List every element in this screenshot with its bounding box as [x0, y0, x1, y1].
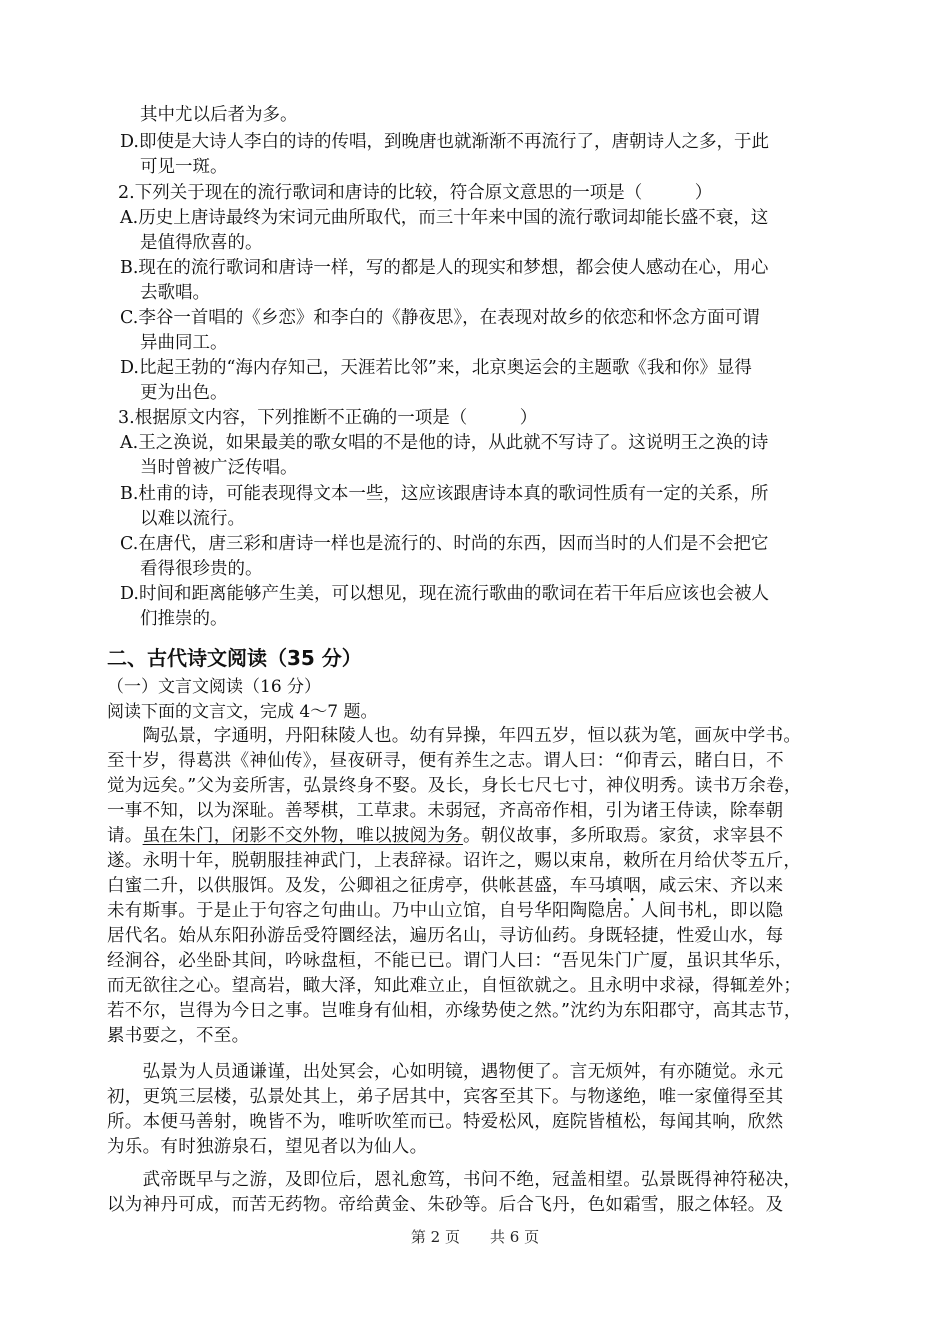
q1-option-d: D.即使是大诗人李白的诗的传唱，到晚唐也就渐渐不再流行了，唐朝诗人之多，于此 [120, 132, 769, 152]
subsection-heading: （一）文言文阅读（16 分） [107, 677, 322, 697]
q1-option-c-continuation: 其中尤以后者为多。 [140, 105, 298, 125]
q2-option-b-continuation: 去歌唱。 [140, 283, 210, 303]
q1-option-d-continuation: 可见一斑。 [140, 157, 228, 177]
passage-line: 所。本便马善射，晚皆不为，唯听吹笙而已。特爱松风，庭院皆植松，每闻其响，欣然 [107, 1112, 784, 1132]
passage-line: 至十岁，得葛洪《神仙传》，昼夜研寻，便有养生之志。谓人曰：“仰青云，睹白日，不 [107, 751, 784, 771]
passage-line: 而无欲往之心。望高岩，瞰大泽，知此难立止，自恒欲就之。且永明中求禄，得辄差外； [107, 976, 802, 996]
q3-option-a: A.王之涣说，如果最美的歌女唱的不是他的诗，从此就不写诗了。这说明王之涣的诗 [120, 433, 769, 453]
q2-option-a: A.历史上唐诗最终为宋词元曲所取代，而三十年来中国的流行歌词却能长盛不衰，这 [120, 208, 769, 228]
passage-line: 居代名。始从东阳孙游岳受符圜经法，遍历名山，寻访仙药。身既轻捷，性爱山水，每 [107, 926, 784, 946]
q2-stem: 2.下列关于现在的流行歌词和唐诗的比较，符合原文意思的一项是（ ） [118, 183, 713, 203]
emphasized-word: 填咽 [605, 876, 642, 896]
reading-instruction: 阅读下面的文言文，完成 4～7 题。 [107, 702, 378, 722]
q3-stem: 3.根据原文内容，下列推断不正确的一项是（ ） [118, 408, 538, 428]
passage-line: 若不尔，岂得为今日之事。岂唯身有仙相，亦缘势使之然。”沈约为东阳郡守，高其志节， [107, 1001, 802, 1021]
q3-option-a-continuation: 当时曾被广泛传唱。 [140, 458, 298, 478]
passage-line: 觉为远矣。”父为妾所害，弘景终身不娶。及长，身长七尺七寸，神仪明秀。读书万余卷， [107, 776, 802, 796]
section-heading: 二、古代诗文阅读（35 分） [107, 646, 362, 670]
underlined-sentence: 虽在朱门，闭影不交外物，唯以披阅为务 [142, 826, 464, 846]
q2-option-d: D.比起王勃的“海内存知己，天涯若比邻”来，北京奥运会的主题歌《我和你》显得 [120, 358, 752, 378]
passage-text: 请。 [107, 826, 143, 846]
passage-text: 白蜜二升，以供服饵。及发，公卿祖之征虏亭，供帐甚盛，车马 [107, 876, 606, 896]
q2-option-b: B.现在的流行歌词和唐诗一样，写的都是人的现实和梦想，都会使人感动在心，用心 [120, 258, 769, 278]
passage-line: 以为神丹可成，而苦无药物。帝给黄金、朱砂等。后合飞丹，色如霜雪，服之体轻。及 [107, 1195, 784, 1215]
passage-text: 。朝仪故事，多所取焉。家贫，求宰县不 [463, 826, 784, 846]
passage-line: 初，更筑三层楼，弘景处其上，弟子居其中，宾客至其下。与物遂绝，唯一家僮得至其 [107, 1087, 784, 1107]
q3-option-d-continuation: 们推崇的。 [140, 609, 228, 629]
q2-option-a-continuation: 是值得欣喜的。 [140, 233, 263, 253]
passage-line: 遂。永明十年，脱朝服挂神武门，上表辞禄。诏许之，赐以束帛，敕所在月给伏苓五斤， [107, 851, 802, 871]
passage-line: 武帝既早与之游，及即位后，恩礼愈笃，书问不绝，冠盖相望。弘景既得神符秘决， [107, 1170, 802, 1190]
q3-option-b: B.杜甫的诗，可能表现得文本一些，这应该跟唐诗本真的歌词性质有一定的关系，所 [120, 484, 769, 504]
passage-line-with-underline [107, 824, 845, 848]
passage-line: 累书要之，不至。 [107, 1026, 250, 1046]
q3-option-c: C.在唐代，唐三彩和唐诗一样也是流行的、时尚的东西，因而当时的人们是不会把它 [120, 534, 769, 554]
q3-option-d: D.时间和距离能够产生美，可以想见，现在流行歌曲的歌词在若干年后应该也会被人 [120, 584, 769, 604]
passage-line: 陶弘景，字通明，丹阳秣陵人也。幼有异操，年四五岁，恒以荻为笔，画灰中学书。 [107, 726, 802, 746]
passage-line: 经涧谷，必坐卧其间，吟咏盘桓，不能已已。谓门人曰：“吾见朱门广厦，虽识其华乐， [107, 951, 793, 971]
q2-option-d-continuation: 更为出色。 [140, 383, 228, 403]
passage-line: 为乐。有时独游泉石，望见者以为仙人。 [107, 1137, 428, 1157]
passage-text: ，咸云宋、齐以来 [641, 876, 784, 896]
page-number: 第 2 页 共 6 页 [410, 1228, 540, 1246]
q2-option-c: C.李谷一首唱的《乡恋》和李白的《静夜思》，在表现对故乡的依恋和怀念方面可谓 [120, 308, 760, 328]
passage-line: 未有斯事。于是止于句容之句曲山。乃中山立馆，自号华阳陶隐居。人间书札，即以隐 [107, 901, 784, 921]
q3-option-c-continuation: 看得很珍贵的。 [140, 559, 263, 579]
passage-line: 一事不知，以为深耻。善琴棋，工草隶。未弱冠，齐高帝作相，引为诸王侍读，除奉朝 [107, 801, 784, 821]
q2-option-c-continuation: 异曲同工。 [140, 333, 228, 353]
q3-option-b-continuation: 以难以流行。 [140, 509, 245, 529]
passage-line: 弘景为人员通谦谨，出处冥会，心如明镜，遇物便了。言无烦舛，有亦随觉。永元 [107, 1062, 784, 1082]
